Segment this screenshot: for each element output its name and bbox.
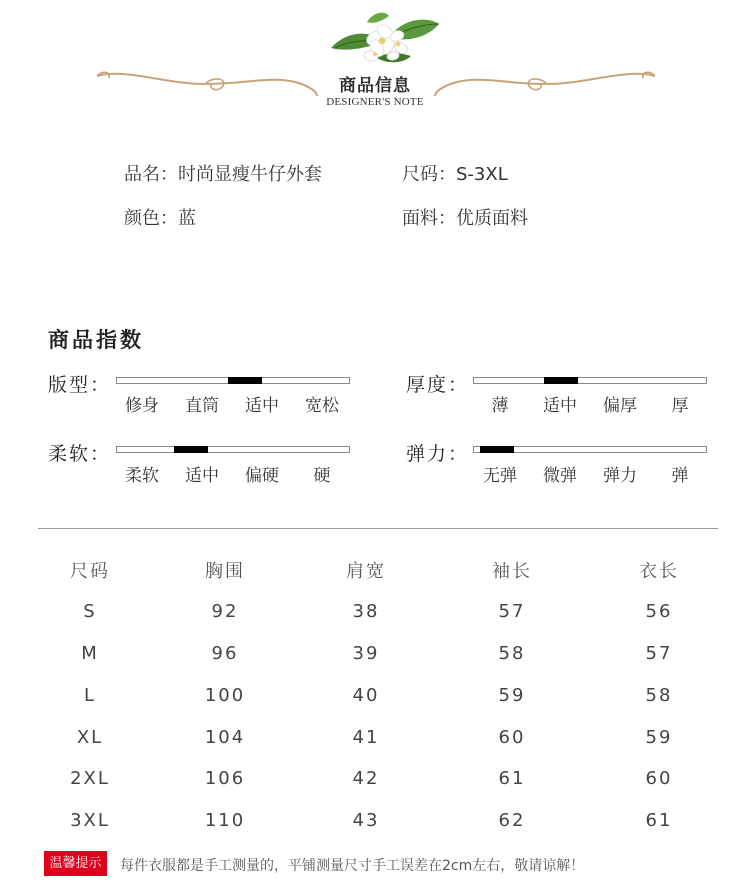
scale-bar-fit [116,377,350,384]
section-subtitle-designers-note: DESIGNER'S NOTE [326,96,424,108]
scale-option-fit-1: 修身 [125,396,159,416]
product-color: 颜色：蓝 [124,208,196,229]
scale-option-softness-3: 偏硬 [245,466,279,486]
scale-option-elasticity-3: 弹力 [603,466,637,486]
table-cell: 3XL [70,810,110,831]
scale-option-elasticity-1: 无弹 [483,466,517,486]
scale-option-fit-2: 直筒 [185,396,219,416]
table-cell: 2XL [70,768,110,789]
table-cell: XL [76,727,104,748]
table-cell: 92 [211,601,239,622]
scale-marker-thickness [544,377,578,384]
scale-option-thickness-3: 偏厚 [603,396,637,416]
table-cell: S [83,601,97,622]
section-title-product-info: 商品信息 [339,76,411,96]
table-cell: 59 [645,727,673,748]
table-cell: 39 [352,643,380,664]
index-section-title: 商品指数 [48,328,144,352]
scale-label-softness: 柔软： [48,443,112,465]
table-cell: 40 [352,685,380,706]
table-header-shoulder: 肩宽 [346,561,386,582]
scale-bar-softness [116,446,350,453]
tip-badge: 温馨提示 [44,851,107,876]
scale-option-fit-4: 宽松 [305,396,339,416]
table-cell: 57 [645,643,673,664]
scale-marker-softness [174,446,208,453]
table-cell: 110 [204,810,246,831]
scale-label-thickness: 厚度： [406,374,470,396]
scale-option-softness-2: 适中 [185,466,219,486]
table-cell: 59 [498,685,526,706]
scale-option-softness-4: 硬 [313,466,331,486]
scale-option-elasticity-4: 弹 [671,466,689,486]
table-header-chest: 胸围 [205,561,245,582]
measurement-note: 每件衣服都是手工测量的，平铺测量尺寸手工误差在2cm左右，敬请谅解！ [120,858,585,874]
table-header-length: 衣长 [639,561,679,582]
table-cell: 41 [352,727,380,748]
table-cell: 43 [352,810,380,831]
right-swirl-ornament [432,62,657,102]
table-cell: 58 [498,643,526,664]
jasmine-flower-icon [327,8,442,70]
table-cell: 100 [204,685,246,706]
table-cell: 96 [211,643,239,664]
scale-marker-fit [228,377,262,384]
scale-label-elasticity: 弹力： [406,443,470,465]
scale-option-thickness-4: 厚 [671,396,689,416]
scale-option-elasticity-2: 微弹 [543,466,577,486]
table-header-sleeve: 袖长 [492,561,532,582]
scale-bar-elasticity [473,446,707,453]
table-cell: 60 [498,727,526,748]
table-cell: 62 [498,810,526,831]
table-cell: 56 [645,601,673,622]
table-cell: 106 [204,768,246,789]
table-cell: 57 [498,601,526,622]
table-cell: M [81,643,99,664]
product-name: 品名：时尚显瘦牛仔外套 [124,164,322,185]
scale-label-fit: 版型： [48,374,112,396]
scale-bar-thickness [473,377,707,384]
product-fabric: 面料：优质面料 [402,208,528,229]
scale-option-thickness-2: 适中 [543,396,577,416]
table-header-size: 尺码 [70,561,110,582]
table-cell: 38 [352,601,380,622]
scale-marker-elasticity [480,446,514,453]
product-size-range: 尺码：S-3XL [402,164,508,185]
table-cell: 104 [204,727,246,748]
section-divider [38,528,718,529]
table-cell: 42 [352,768,380,789]
table-cell: 58 [645,685,673,706]
table-cell: 60 [645,768,673,789]
scale-option-thickness-1: 薄 [491,396,509,416]
scale-option-softness-1: 柔软 [125,466,159,486]
table-cell: 61 [498,768,526,789]
table-cell: 61 [645,810,673,831]
table-cell: L [83,685,97,706]
scale-option-fit-3: 适中 [245,396,279,416]
left-swirl-ornament [95,62,320,102]
